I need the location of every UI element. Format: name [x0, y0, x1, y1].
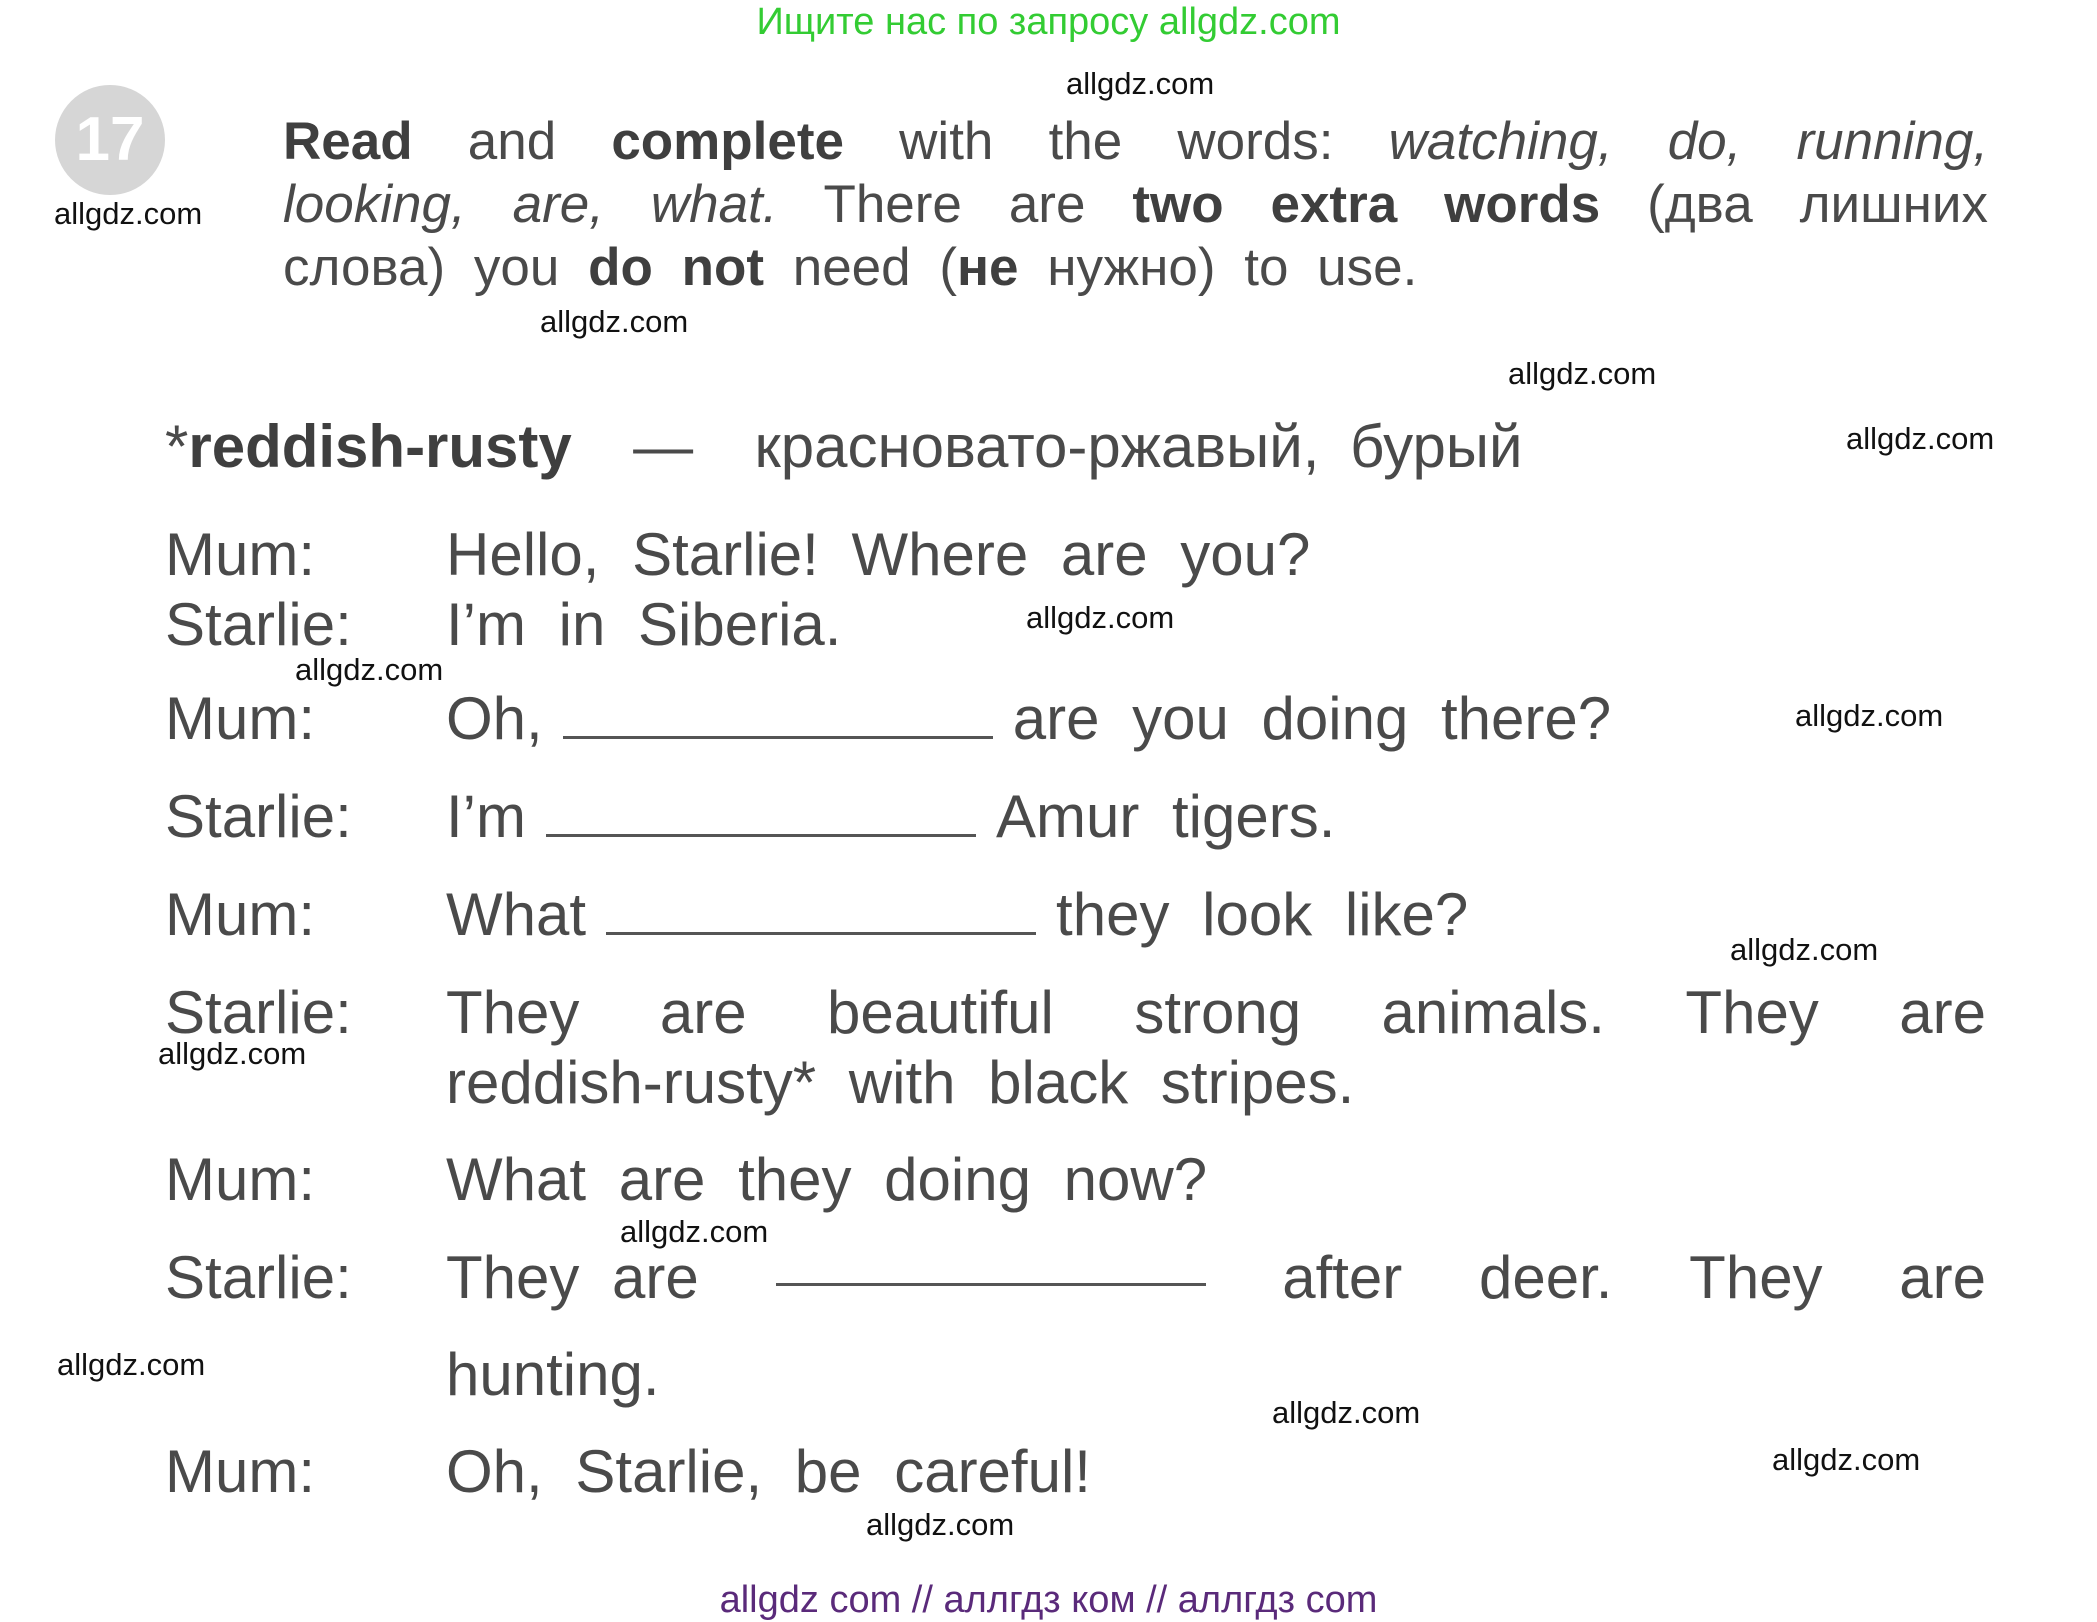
dialogue-line-6: They are beautiful strong animals. They are	[446, 979, 1986, 1046]
watermark: allgdz.com	[57, 1347, 206, 1382]
watermark: allgdz.com	[866, 1507, 1015, 1542]
watermark: allgdz.com	[1508, 356, 1657, 391]
watermark: allgdz.com	[1026, 600, 1175, 635]
watermark: allgdz.com	[158, 1036, 307, 1071]
speaker-starlie: Starlie:	[165, 783, 352, 850]
dialogue-line-5: What they look like?	[446, 881, 1469, 948]
dialogue-line-1: Hello, Starlie! Where are you?	[446, 521, 1311, 588]
answer-blank-4[interactable]	[776, 1243, 1206, 1286]
speaker-starlie: Starlie:	[165, 979, 352, 1046]
speaker-starlie: Starlie:	[165, 1244, 352, 1311]
speaker-mum: Mum:	[165, 521, 315, 588]
watermark: allgdz.com	[54, 196, 203, 231]
dialogue-line-8-continued: hunting.	[446, 1341, 660, 1408]
watermark: allgdz.com	[295, 652, 444, 687]
dialogue-line-7: What are they doing now?	[446, 1146, 1208, 1213]
dialogue-line-8: They are after deer. They are	[446, 1244, 1986, 1311]
watermark: allgdz.com	[620, 1214, 769, 1249]
footer-watermark: allgdz com // аллгдз ком // аллгдз com	[719, 1579, 1378, 1621]
top-banner: Ищите нас по запросу allgdz.com	[756, 1, 1341, 43]
speaker-mum: Mum:	[165, 881, 315, 948]
answer-blank-2[interactable]	[546, 794, 976, 837]
dialogue-line-9: Oh, Starlie, be careful!	[446, 1438, 1091, 1505]
instruction-text: Read and complete with the words: watching, do, running, looking, are, what. There are two extra words (два лишних слова) you do not need (не нужно) to use.	[283, 112, 1989, 297]
dialogue-line-3: Oh, are you doing there?	[446, 685, 1612, 752]
watermark: allgdz.com	[1772, 1442, 1921, 1477]
answer-blank-3[interactable]	[606, 892, 1036, 935]
dialogue-line-6-continued: reddish-rusty* with black stripes.	[446, 1049, 1355, 1116]
watermark: allgdz.com	[1272, 1395, 1421, 1430]
dialogue-line-2: I’m in Siberia.	[446, 591, 842, 658]
watermark: allgdz.com	[540, 304, 689, 339]
watermark: allgdz.com	[1066, 66, 1215, 101]
speaker-mum: Mum:	[165, 685, 315, 752]
exercise-number-badge: 17	[55, 85, 165, 195]
watermark: allgdz.com	[1730, 932, 1879, 967]
speaker-mum: Mum:	[165, 1146, 315, 1213]
speaker-mum: Mum:	[165, 1438, 315, 1505]
gloss-line: *reddish-rusty — красновато-ржавый, бурый	[165, 413, 1523, 480]
watermark: allgdz.com	[1846, 421, 1995, 456]
dialogue-line-4: I’m Amur tigers.	[446, 783, 1336, 850]
speaker-starlie: Starlie:	[165, 591, 352, 658]
watermark: allgdz.com	[1795, 698, 1944, 733]
answer-blank-1[interactable]	[563, 696, 993, 739]
